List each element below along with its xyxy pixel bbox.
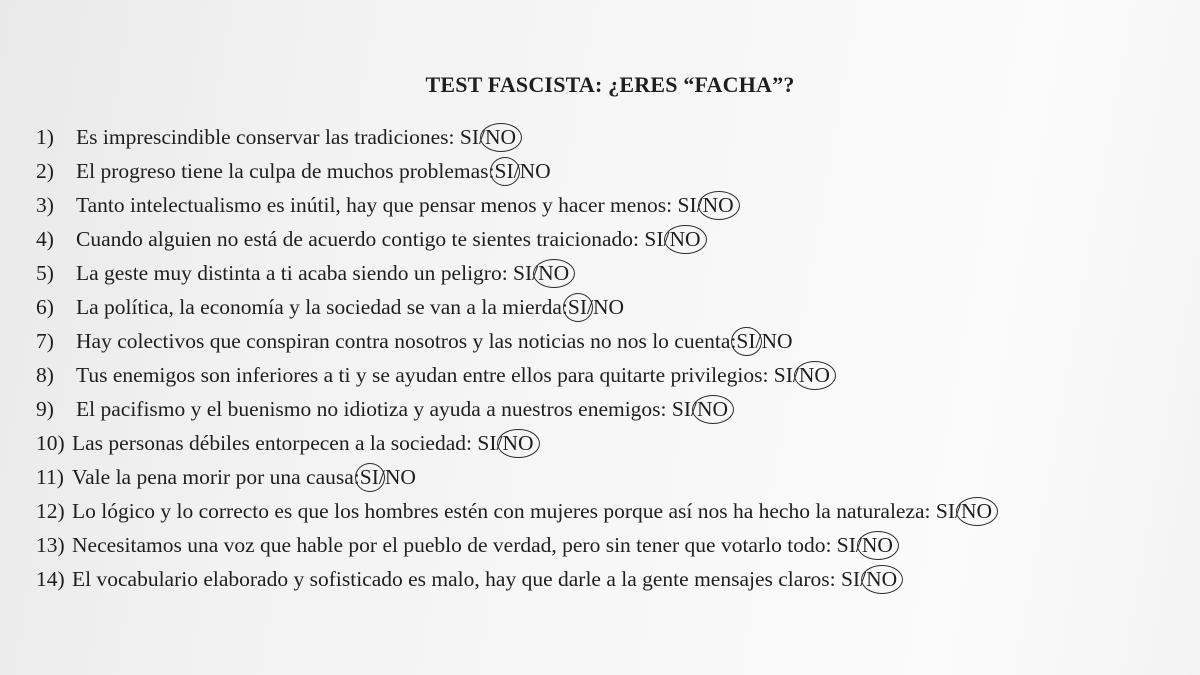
answer-option-no: NO bbox=[384, 465, 416, 489]
answer-option-no: NO bbox=[538, 256, 569, 290]
question-row bbox=[36, 528, 1196, 562]
answer-option-no: NO bbox=[502, 426, 533, 460]
answer-option-no: NO bbox=[669, 222, 700, 256]
question-text: Tus enemigos son inferiores a ti y se ayudan entre ellos para quitarte privilegios: bbox=[76, 363, 774, 387]
answer-option-si: SI bbox=[459, 125, 480, 149]
question-number: 12) bbox=[36, 499, 65, 523]
answer-separator: / bbox=[378, 465, 385, 489]
answer-separator: / bbox=[955, 499, 962, 523]
answer-option-si: SI bbox=[644, 227, 664, 251]
question-text: Las personas débiles entorpecen a la sociedad: bbox=[72, 431, 478, 455]
question-row bbox=[36, 392, 1196, 426]
question-row bbox=[36, 222, 1196, 256]
question-text: Es imprescindible conservar las tradiciones: bbox=[76, 125, 460, 149]
answer-option-si: SI bbox=[836, 533, 856, 557]
answer-option-no: NO bbox=[697, 392, 728, 426]
question-text: Vale la pena morir por una causa: bbox=[72, 465, 360, 489]
question-row bbox=[36, 188, 1196, 222]
question-number: 6) bbox=[36, 295, 54, 319]
answer-separator: / bbox=[513, 159, 520, 183]
question-number: 4) bbox=[36, 227, 54, 251]
answer-option-no: NO bbox=[799, 358, 830, 392]
answer-option-si: SI bbox=[773, 363, 793, 387]
question-list bbox=[36, 120, 1196, 596]
question-number: 9) bbox=[36, 397, 54, 421]
answer-option-si: SI bbox=[736, 324, 755, 358]
answer-option-no: NO bbox=[862, 528, 893, 562]
answer-separator: / bbox=[855, 533, 862, 557]
answer-separator: / bbox=[587, 295, 594, 319]
answer-separator: / bbox=[792, 363, 799, 387]
question-number: 1) bbox=[36, 125, 54, 149]
answer-separator: / bbox=[755, 329, 762, 353]
question-row bbox=[36, 562, 1196, 596]
question-number: 13) bbox=[36, 533, 65, 557]
question-text: Necesitamos una voz que hable por el pueblo de verdad, pero sin tener que votarlo todo: bbox=[72, 533, 837, 557]
question-number: 11) bbox=[36, 465, 64, 489]
question-text: Tanto intelectualismo es inútil, hay que pensar menos y hacer menos: bbox=[76, 193, 678, 217]
question-number: 8) bbox=[36, 363, 54, 387]
question-row bbox=[36, 290, 1196, 324]
answer-option-no: NO bbox=[593, 295, 625, 319]
question-row bbox=[36, 426, 1196, 460]
answer-separator: / bbox=[663, 227, 670, 251]
document-title: TEST FASCISTA: ¿ERES “FACHA”? bbox=[425, 72, 795, 97]
answer-option-no: NO bbox=[485, 120, 516, 154]
question-row bbox=[36, 494, 1196, 528]
question-row bbox=[36, 154, 1196, 188]
question-row bbox=[36, 460, 1196, 494]
question-number: 2) bbox=[36, 159, 54, 183]
answer-option-si: SI bbox=[495, 154, 514, 188]
answer-option-si: SI bbox=[677, 193, 697, 217]
question-number: 7) bbox=[36, 329, 54, 353]
answer-separator: / bbox=[860, 567, 867, 591]
answer-option-no: NO bbox=[761, 329, 793, 353]
answer-separator: / bbox=[532, 261, 539, 285]
answer-separator: / bbox=[691, 397, 698, 421]
question-row bbox=[36, 324, 1196, 358]
question-text: El vocabulario elaborado y sofisticado es malo, hay que darle a la gente mensajes claros: bbox=[72, 567, 841, 591]
question-number: 3) bbox=[36, 193, 54, 217]
question-row bbox=[36, 358, 1196, 392]
answer-separator: / bbox=[496, 431, 503, 455]
question-number: 5) bbox=[36, 261, 54, 285]
answer-separator: / bbox=[479, 125, 486, 149]
answer-option-no: NO bbox=[519, 159, 551, 183]
answer-option-no: NO bbox=[703, 188, 734, 222]
answer-option-si: SI bbox=[840, 567, 861, 591]
question-number: 14) bbox=[36, 567, 65, 591]
answer-option-si: SI bbox=[477, 431, 497, 455]
answer-option-si: SI bbox=[513, 261, 533, 285]
question-row bbox=[36, 120, 1196, 154]
question-text: La política, la economía y la sociedad se van a la mierda: bbox=[76, 295, 568, 319]
answer-option-no: NO bbox=[866, 562, 897, 596]
answer-option-si: SI bbox=[935, 499, 956, 523]
answer-option-si: SI bbox=[671, 397, 692, 421]
answer-option-si: SI bbox=[568, 290, 587, 324]
answer-separator: / bbox=[696, 193, 703, 217]
question-row bbox=[36, 256, 1196, 290]
question-text: Cuando alguien no está de acuerdo contigo te sientes traicionado: bbox=[76, 227, 645, 251]
question-text: El pacifismo y el buenismo no idiotiza y ayuda a nuestros enemigos: bbox=[76, 397, 672, 421]
question-text: El progreso tiene la culpa de muchos problemas: bbox=[76, 159, 495, 183]
question-text: Hay colectivos que conspiran contra nosotros y las noticias no nos lo cuenta: bbox=[76, 329, 737, 353]
answer-option-si: SI bbox=[360, 460, 379, 494]
question-text: La geste muy distinta a ti acaba siendo un peligro: bbox=[76, 261, 514, 285]
answer-option-no: NO bbox=[961, 494, 992, 528]
question-text: Lo lógico y lo correcto es que los hombres estén con mujeres porque así nos ha hecho la naturaleza: bbox=[72, 499, 936, 523]
question-number: 10) bbox=[36, 431, 65, 455]
